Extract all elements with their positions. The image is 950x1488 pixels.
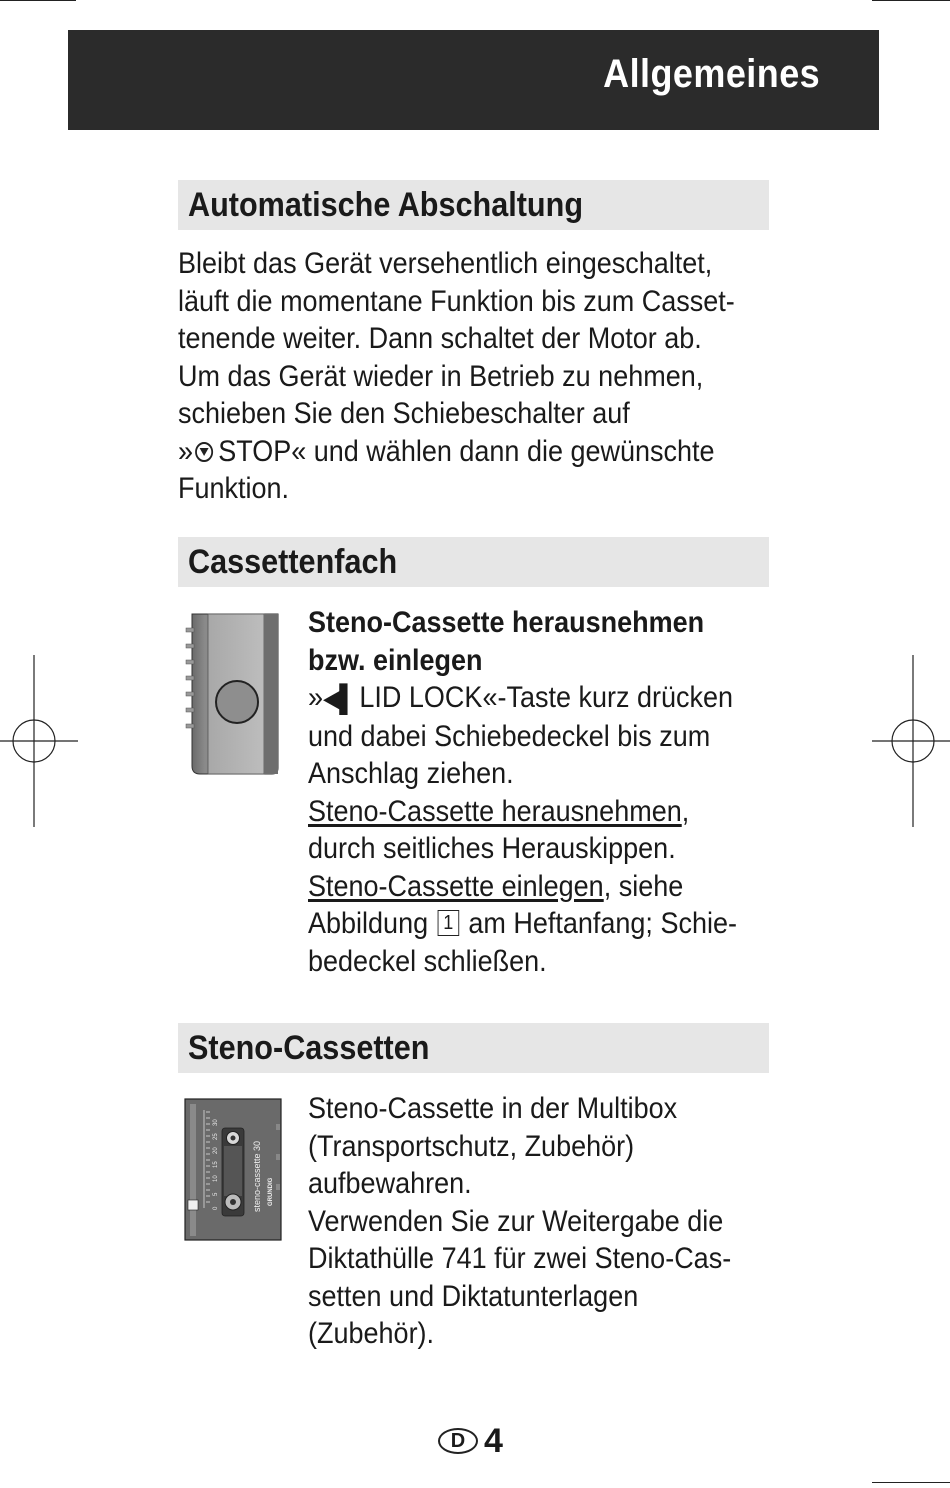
text-line: und dabei Schiebedeckel bis zum [308,719,711,753]
scale-label: 20 [213,1147,219,1154]
fig-before: Abbildung [308,907,429,940]
text-line: Verwenden Sie zur Weitergabe die [308,1204,724,1238]
text-line: Diktathülle 741 für zwei Steno-Cas- [308,1242,732,1275]
text-line: läuft die momentane Funktion bis zum Casset- [178,284,735,318]
scale-label: 10 [213,1175,219,1182]
quote-mark: » [178,434,194,468]
section-title: Steno-Cassetten [188,1029,430,1067]
scale-label: 5 [213,1192,219,1196]
text-line: Um das Gerät wieder in Betrieb zu nehmen, [178,359,704,393]
cassette-brand: GRUNDIG [268,1177,274,1206]
auto-off-text [178,245,735,508]
lid-lock-text: LID LOCK«-Taste kurz drücken [359,681,734,714]
stop-text: STOP« und wählen dann die gewünschte [218,434,715,468]
text-line: tenende weiter. Dann schaltet der Motor ab. [178,322,702,355]
subtitle-line: Steno-Cassette herausnehmen [308,606,705,639]
figure-ref-line [308,905,737,943]
lid-lock-line [308,679,737,718]
cassette-label: steno-cassette 30 [252,1140,262,1212]
comma: , [681,794,690,828]
text-line: Funktion. [178,472,290,505]
quote-mark: » [308,681,324,714]
remove-line [308,793,737,831]
text-line: (Zubehör). [308,1317,435,1350]
crop-mark [0,0,76,1]
text-line: (Transportschutz, Zubehör) [308,1129,635,1163]
section-header-steno-cassettes [178,1023,769,1073]
section-title: Automatische Abschaltung [188,186,584,224]
insert-label: Steno-Cassette einlegen [308,869,604,903]
subtitle-line: bzw. einlegen [308,643,483,677]
stop-line [178,433,735,471]
fig-after: am Heftanfang; Schie- [468,907,737,940]
text-line: aufbewahren. [308,1167,472,1200]
page-footer [438,1420,503,1462]
scale-label: 25 [213,1133,219,1140]
cassette-compartment-text [308,604,737,980]
crop-mark [872,1482,950,1483]
registration-mark-right [870,655,950,830]
section-header-cassette-compartment [178,537,769,587]
section-header-auto-off [178,180,769,230]
insert-after: , siehe [603,869,684,903]
cassette-illustration [184,1098,284,1242]
text-line: Anschlag ziehen. [308,757,514,790]
text-line: bedeckel schließen. [308,944,547,978]
text-line: Steno-Cassette in der Multibox [308,1092,678,1125]
stop-icon [195,442,213,462]
registration-mark-left [0,655,80,830]
remove-label: Steno-Cassette herausnehmen [308,794,682,828]
scale-label: 30 [213,1119,219,1126]
text-line: Bleibt das Gerät versehentlich eingeschaltet, [178,247,713,280]
text-line: setten und Diktatunterlagen [308,1279,639,1313]
text-line: durch seitliches Herauskippen. [308,832,676,865]
language-badge: D [438,1428,478,1454]
scale-label: 0 [213,1206,219,1210]
lid-lock-icon: ◀▌ [323,683,354,713]
text-line: schieben Sie den Schiebeschalter auf [178,397,630,430]
page-number: 4 [484,1421,503,1460]
page-title: Allgemeines [602,52,820,96]
crop-mark [872,0,950,1]
steno-cassettes-text [308,1090,731,1353]
figure-number-box: 1 [437,910,459,936]
scale-label: 15 [213,1161,219,1168]
insert-line [308,868,737,906]
device-illustration [182,610,284,778]
section-title: Cassettenfach [188,543,398,581]
